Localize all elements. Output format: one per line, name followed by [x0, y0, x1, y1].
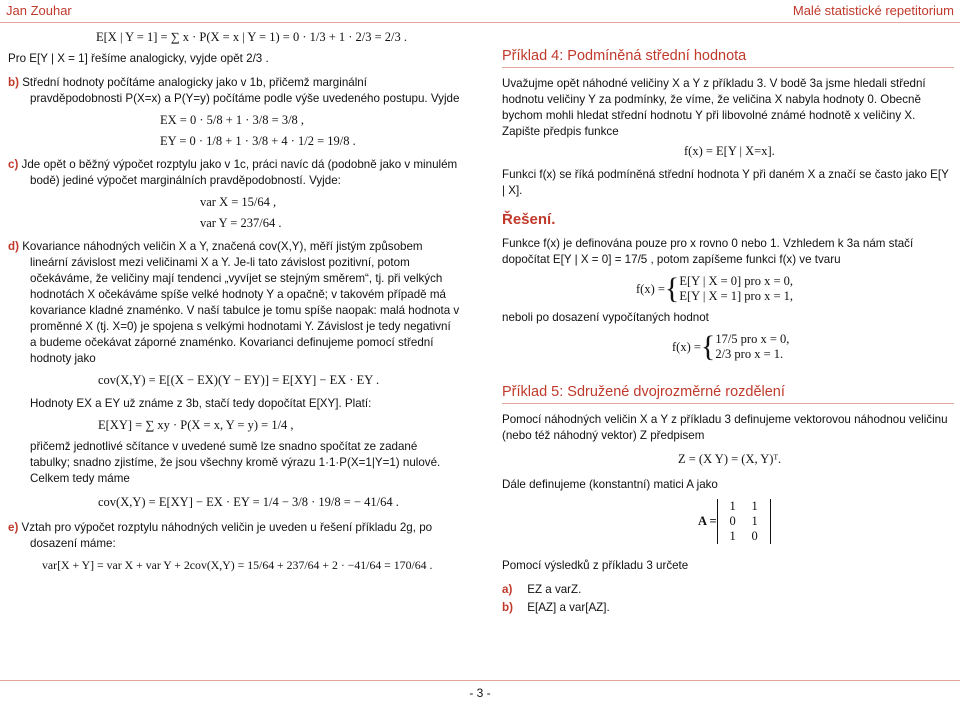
equation-varx: var X = 15/64 , [200, 195, 277, 209]
task-b [502, 600, 954, 616]
solution-title: Řešení. [502, 211, 556, 228]
example-5-text3: Pomocí výsledků z příkladu 3 určete [502, 559, 689, 572]
matrix-a-entries [717, 499, 771, 544]
matrix-row [722, 499, 766, 514]
solution-text2: neboli po dosazení vypočítaných hodnot [502, 311, 709, 324]
matrix-a [698, 499, 954, 544]
example-5-text: Pomocí náhodných veličin X a Y z příkladu 3 definujeme vektorovou náhodnou veličinu (nebo též náhodný vektor) Z předpisem [502, 413, 948, 442]
header-rule [0, 22, 960, 23]
matrix-row [722, 514, 766, 529]
equation-fx: f(x) = E[Y | X=x]. [684, 144, 775, 158]
equation-ey: EY = 0 · 1/8 + 1 · 3/8 + 4 · 1/2 = 19/8 . [160, 134, 356, 148]
left-column [8, 28, 460, 573]
text-b: Střední hodnoty počítáme analogicky jako v 1b, přičemž marginální pravděpodobnosti P(X=x) a P(Y=y) počítáme podle výše uvedeného postupu. Vyjde [22, 76, 460, 105]
piecewise-values [672, 332, 954, 362]
label-c: c) [8, 158, 19, 171]
right-column [502, 28, 954, 616]
matrix-cell: 1 [729, 529, 736, 543]
item-b [8, 75, 460, 107]
text-c: Jde opět o běžný výpočet rozptylu jako v 1c, práci navíc dá (podobně jako v minulém bodě) jediné výpočet marginálních pravděpodobností. Vyjde: [21, 158, 458, 187]
label-b: b) [8, 76, 19, 89]
piecewise-definition [636, 274, 954, 304]
text-task-b: E[AZ] a var[AZ]. [527, 601, 610, 614]
equation-cov-value: cov(X,Y) = E[XY] − EX · EY = 1/4 − 3/8 · 19/8 = − 41/64 . [98, 495, 399, 509]
text-d2: Hodnoty EX a EY už známe z 3b, stačí tedy dopočítat E[XY]. Platí: [30, 397, 372, 410]
piecewise-values-lhs: f(x) = [672, 339, 701, 354]
matrix-cell: 1 [751, 514, 758, 528]
label-task-b: b) [502, 601, 513, 614]
equation-conditional-mean: E[X | Y = 1] = ∑ x · P(X = x | Y = 1) = 0 · 1/3 + 1 · 2/3 = 2/3 . [96, 30, 408, 44]
left-brace-2: { [700, 330, 716, 363]
matrix-row [722, 529, 766, 544]
example-4-rule [502, 67, 954, 68]
label-task-a: a) [502, 583, 513, 596]
header-author: Jan Zouhar [6, 3, 72, 18]
example-4-title: Příklad 4: Podmíněná střední hodnota [502, 48, 747, 64]
piecewise-lhs: f(x) = [636, 281, 665, 296]
item-e [8, 520, 460, 552]
text-d3: přičemž jednotlivé sčítance v uvedené sumě lze snadno spočítat ze zadané tabulky; snadno zjistíme, že jsou všechny kromě výrazu 1·1·P(X=1|Y=1) nulové. Celkem tedy máme [30, 440, 441, 485]
example-5-rule [502, 403, 954, 404]
matrix-a-symbol: A = [698, 514, 717, 528]
example-4-text: Uvažujme opět náhodné veličiny X a Y z příkladu 3. V bodě 3a jsme hledali střední hodnotu veličiny Y za podmínky, že víme, že veličina X nabyla hodnoty 0. Obecně bychom mohli hledat střední hodnotu Y při libovolné známé hodnotě x veličiny X. Zapište předpis funkce [502, 77, 926, 138]
solution-text: Funkce f(x) je definována pouze pro x rovno 0 nebo 1. Vzhledem k 3a nám stačí dopočítat E[Y | X = 0] = 17/5 , potom zapíšeme funkci f(x) ve tvaru [502, 237, 914, 266]
matrix-cell: 0 [751, 529, 758, 543]
example-5-title: Příklad 5: Sdružené dvojrozměrné rozdělení [502, 384, 785, 400]
example-5-text2: Dále definujeme (konstantní) matici A jako [502, 478, 718, 491]
matrix-cell: 0 [729, 514, 736, 528]
equation-exy: E[XY] = ∑ xy · P(X = x, Y = y) = 1/4 , [98, 418, 294, 432]
equation-var-sum: var[X + Y] = var X + var Y + 2cov(X,Y) = 15/64 + 237/64 + 2 · −41/64 = 170/64 . [42, 558, 433, 572]
task-a [502, 582, 954, 598]
equation-ex: EX = 0 · 5/8 + 1 · 3/8 = 3/8 , [160, 113, 305, 127]
text-e: Vztah pro výpočet rozptylu náhodných veličin je uveden u řešení příkladu 2g, po dosazení máme: [21, 521, 433, 550]
label-e: e) [8, 521, 19, 534]
left-brace: { [664, 272, 680, 305]
item-c [8, 157, 460, 189]
paragraph-pro: Pro E[Y | X = 1] řešíme analogicky, vyjde opět 2/3 . [8, 52, 269, 65]
example-4-text2: Funkci f(x) se říká podmíněná střední hodnota Y při daném X a značí se často jako E[Y | X]. [502, 168, 949, 197]
text-d: Kovariance náhodných veličin X a Y, značená cov(X,Y), měří jistým způsobem lineární závislost mezi veličinami X a Y. Je-li tato závislost pozitivní, potom očekáváme, že veličiny mají tendenci „vyvíjet se stejným směrem“, tj. při velkých hodnotách X očekáváme spíše velké hodnoty Y a opačně; v takovém případě má kovariance kladné znaménko. V naší tabulce je tomu spíše naopak: malá hodnota v proměnné X (tj. X=0) je spojena s velkými hodnotami Y. Závislost je tedy negativní a budeme očekávat záporné znaménko. Kovarianci definujeme pomocí střední hodnoty jako [22, 240, 460, 365]
matrix-cell: 1 [729, 499, 736, 513]
footer-rule [0, 680, 960, 681]
piecewise-value-1: 2/3 pro x = 1. [715, 347, 784, 361]
label-d: d) [8, 240, 19, 253]
page-number: - 3 - [469, 686, 491, 700]
equation-z: Z = (X Y) = (X, Y)ᵀ. [678, 452, 782, 466]
piecewise-value-0: 17/5 pro x = 0, [715, 332, 790, 346]
matrix-cell: 1 [751, 499, 758, 513]
item-d [8, 239, 460, 367]
equation-vary: var Y = 237/64 . [200, 216, 282, 230]
equation-cov-definition: cov(X,Y) = E[(X − EX)(Y − EY)] = E[XY] − EX · EY . [98, 373, 380, 387]
piecewise-case-0: E[Y | X = 0] pro x = 0, [679, 274, 794, 288]
text-task-a: EZ a varZ. [527, 583, 582, 596]
page-header [0, 0, 960, 22]
piecewise-case-1: E[Y | X = 1] pro x = 1, [679, 289, 794, 303]
header-title: Malé statistické repetitorium [792, 3, 954, 18]
